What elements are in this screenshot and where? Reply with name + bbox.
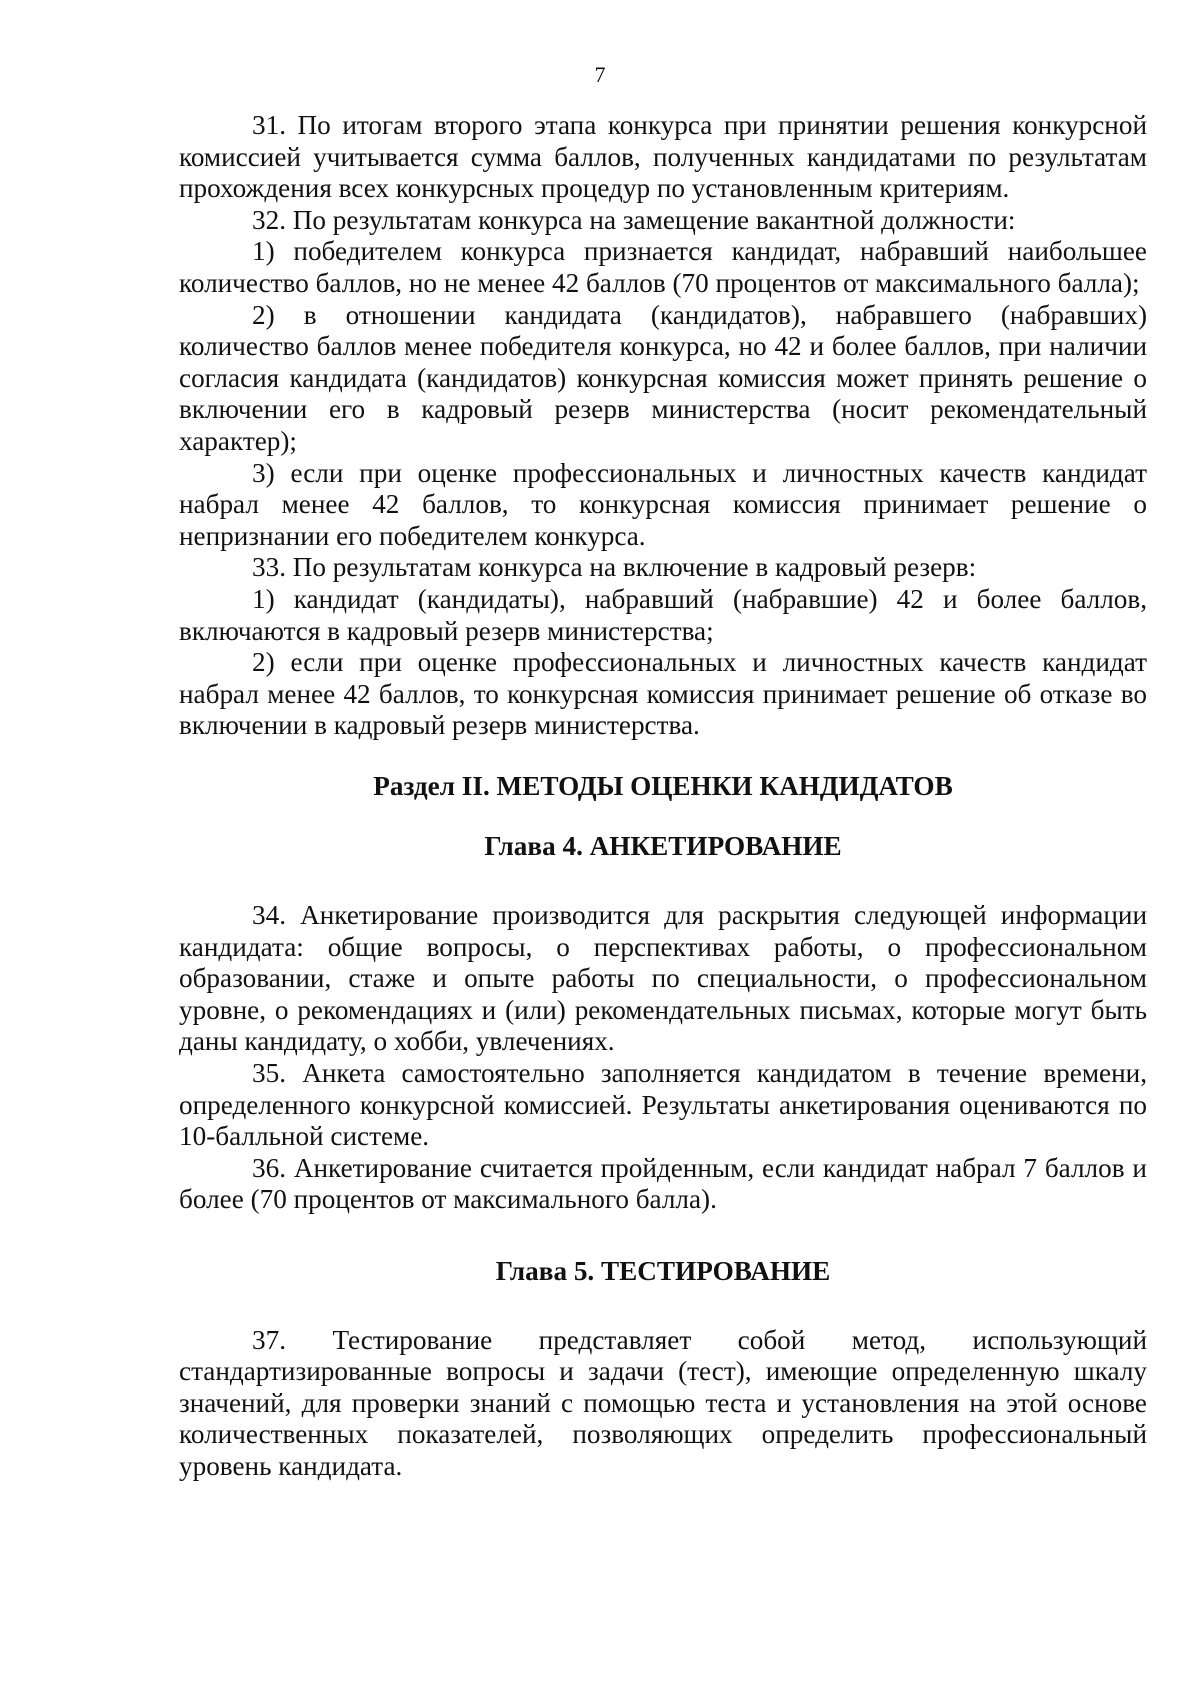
chapter-4-heading: Глава 4. АНКЕТИРОВАНИЕ [484,831,842,862]
section-heading: Раздел II. МЕТОДЫ ОЦЕНКИ КАНДИДАТОВ [373,770,953,801]
document-body [179,110,1147,1483]
chapter-5-heading: Глава 5. ТЕСТИРОВАНИЕ [495,1256,831,1286]
paragraph-36: 36. Анкетирование считается пройденным, если кандидат набрал 7 баллов и более (70 процентов от максимального балла). [179,1152,1147,1215]
page-number: 7 [594,62,606,87]
paragraph-35: 35. Анкета самостоятельно заполняется кандидатом в течение времени, определенного конкурсной комиссией. Результаты анкетирования оцениваются по 10-балльной системе. [179,1058,1147,1152]
paragraph-33: 33. По результатам конкурса на включение в кадровый резерв: [252,552,977,583]
paragraph-32-item-2: 2) в отношении кандидата (кандидатов), набравшего (набравших) количество баллов менее победителя конкурса, но 42 и более баллов, при наличии согласия кандидата (кандидатов) конкурсная комиссия может принять решение о включении его в кадровый резерв министерства (носит рекомендательный характер); [179,299,1147,456]
paragraph-33-item-1: 1) кандидат (кандидаты), набравший (набравшие) 42 и более баллов, включаются в кадровый резерв министерства; [179,583,1147,646]
paragraph-31: 31. По итогам второго этапа конкурса при принятии решения конкурсной комиссией учитывается сумма баллов, полученных кандидатами по результатам прохождения всех конкурсных процедур по установленным критериям. [179,110,1147,204]
paragraph-32-item-1: 1) победителем конкурса признается кандидат, набравший наибольшее количество баллов, но не менее 42 баллов (70 процентов от максимального балла); [179,236,1147,298]
paragraph-32: 32. По результатам конкурса на замещение вакантной должности: [252,204,1016,235]
paragraph-34: 34. Анкетирование производится для раскрытия следующей информации кандидата: общие вопросы, о перспективах работы, о профессиональном образовании, стаже и опыте работы по специальности, о профессиональном уровне, о рекомендациях и (или) рекомендательных письмах, которые могут быть даны кандидату, о хобби, увлечениях. [179,900,1147,1057]
paragraph-37: 37. Тестирование представляет собой метод, использующий стандартизированные вопросы и задачи (тест), имеющие определенную шкалу значений, для проверки знаний с помощью теста и установления на этой основе количественных показателей, позволяющих определить профессиональный уровень кандидата. [179,1324,1147,1481]
paragraph-33-item-2: 2) если при оценке профессиональных и личностных качеств кандидат набрал менее 42 баллов, то конкурсная комиссия принимает решение об отказе во включении в кадровый резерв министерства. [179,647,1147,741]
paragraph-32-item-3: 3) если при оценке профессиональных и личностных качеств кандидат набрал менее 42 баллов, то конкурсная комиссия принимает решение о непризнании его победителем конкурса. [179,457,1147,551]
